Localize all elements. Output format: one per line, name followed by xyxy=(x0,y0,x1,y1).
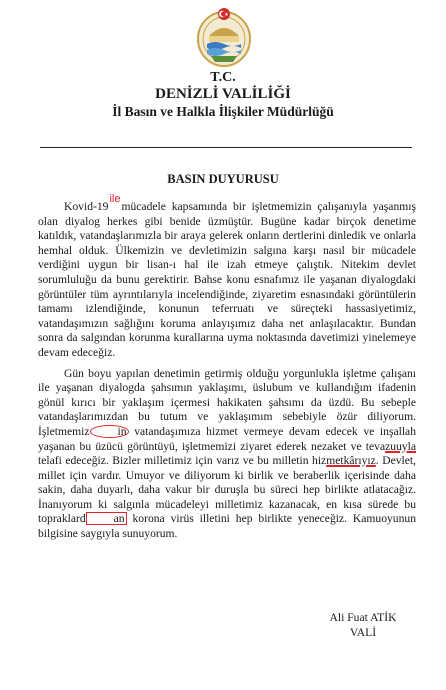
underlined-correction-2: metkârıyız xyxy=(326,454,376,468)
p2-text-e: korona virüs illetini hep birlikte yeneceğiz. Kamuoyunun bilgisine saygıyla sunuyorum. xyxy=(38,512,416,541)
p2-text-d: . Devlet, millet için vardır. Umuyor ve diliyorum ki birlik ve beraberlik içerisinde daha sakin, daha duyarlı, daha vakur bir duruşla bu süreci hep birlikte atlatacağız. İnanıyorum ki salgınla mücadeleyi milletimiz kazanacak, en kısa sürede bu topraklard xyxy=(38,454,416,526)
document-body xyxy=(38,193,416,542)
boxed-correction: an xyxy=(86,512,127,525)
governorate-name: DENİZLİ VALİLİĞİ xyxy=(155,86,291,102)
directorate-name: İl Basın ve Halkla İlişkiler Müdürlüğü xyxy=(112,104,334,119)
header-tc: T.C. xyxy=(210,70,236,85)
header-divider xyxy=(40,147,412,148)
p2-text-c: telafi edeceğiz. Bizler milletimiz için varız ve bu milletin hiz xyxy=(38,454,327,468)
signatory-name: Ali Fuat ATİK xyxy=(329,611,397,624)
p1-text-b: mücadele kapsamında bir işletmemizin çalışanıyla yaşanmış olan diyalog herkes gibi benide üzmüştür. Bugüne kadar birçok denetime katıldık, vatandaşlarımızla bir araya gelerek onların dertlerini dinledik ve onlarla hemhal olduk. Ülkemizin ve devletimizin salgına karşı nasıl bir mücadele verdiğini uygun bir lisan-ı hal ile izah etmeye çalıştık. Nitekim devlet sorumluluğu da bunu gerektirir. Bahse konu esnafımız ile yaşanan diyalogdaki görüntüler tüm ayrıntılarıyla incelendiğinde, ziyaretim esnasındaki görüntülerin tamamı izlendiğinde, konunun teferruatı ve süreçteki hassasiyetimiz, vatandaşımızın sağlığını koruma anlayışımız daha net anlaşılacaktır. Bundan sonra da salgından korunma kurallarına uyma noktasında davetimizi yinelemeye devam edeceğiz. xyxy=(38,200,416,359)
signature-block xyxy=(308,610,418,640)
document-title: BASIN DUYURUSU xyxy=(167,172,279,186)
p1-text-a: Kovid-19 xyxy=(64,200,109,213)
p2-text-a: Gün boyu yapılan denetimin getirmiş olduğu yorgunlukla işletme çalışanı ile yaşanan diyalogda şahsımın yaklaşımı, üslubum ve kullandığım ifadenin gönül kırıcı bir yaklaşım içermesi hakikaten şahsımı da üzdü. Bu sebeple vatandaşlarımızdan bu tutum ve yaklaşımım sebebiyle özür diliyorum. İşletmemiz xyxy=(38,366,416,438)
paragraph-2 xyxy=(38,367,416,542)
denizli-governorate-seal-icon xyxy=(195,6,253,68)
paragraph-1 xyxy=(38,193,416,361)
circled-correction: in xyxy=(90,425,129,438)
signatory-role: VALİ xyxy=(349,626,377,639)
p2-text-b: vatandaşımıza hizmet vermeye devam edecek ve inşallah yaşanan bu üzücü görüntüyü, işletmemizi ziyaret ederek nezaket ve teva xyxy=(38,424,416,453)
underlined-correction-1: zuuyla xyxy=(385,439,416,453)
handwritten-insertion-ile: ile xyxy=(109,193,121,205)
